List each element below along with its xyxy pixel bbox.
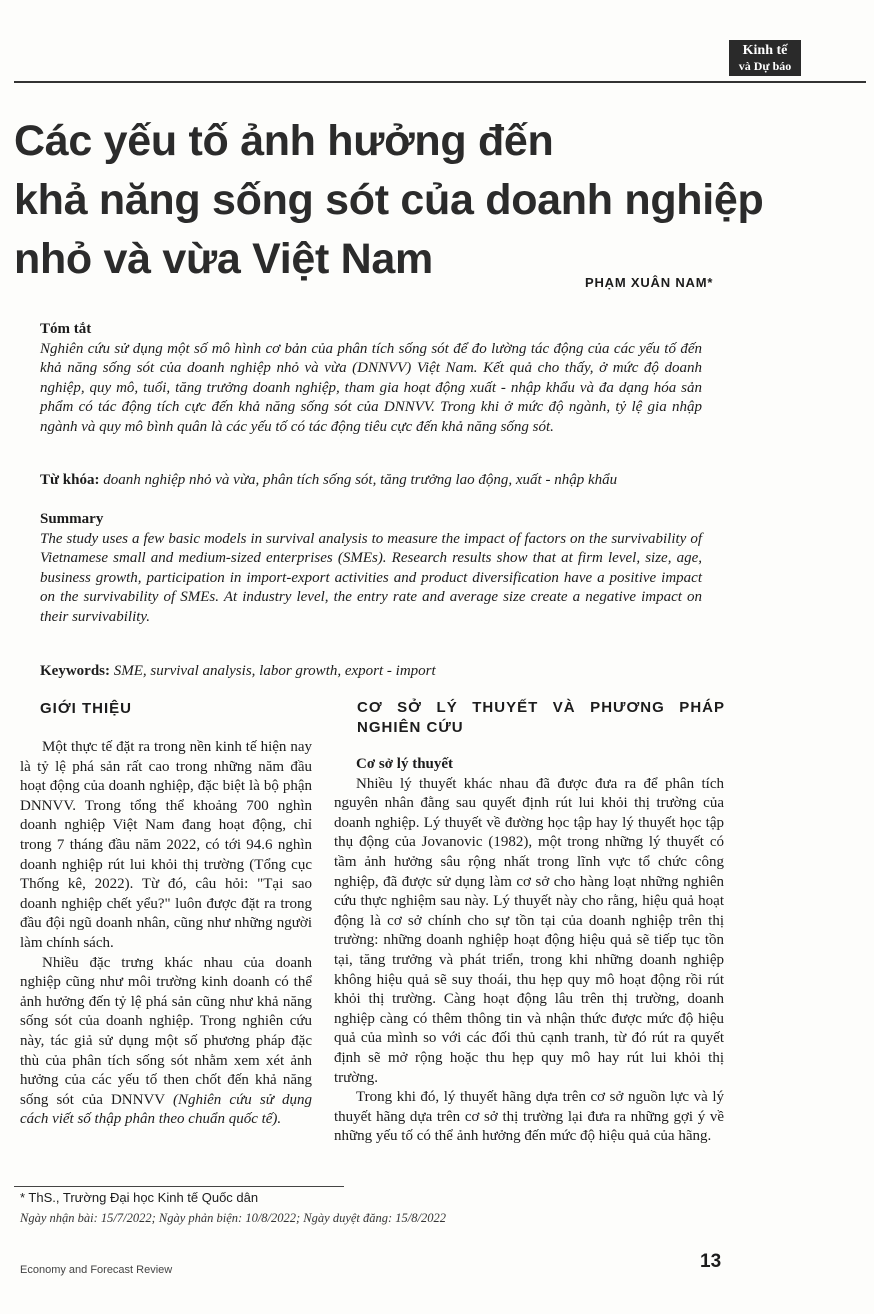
logo-line1: Kinh tế [742, 43, 788, 58]
theory-paragraph-1: Nhiều lý thuyết khác nhau đã được đưa ra để phân tích nguyên nhân đằng sau quyết định rút lui khỏi thị trường của doanh nghiệp. Lý thuyết về đường học tập hay lý thuyết học tập thụ động của Jovanovic (1982), một trong những lý thuyết có tầm ảnh hưởng sâu rộng nhất trong lĩnh vực tổ chức công nghiệp, đã được sử dụng làm cơ sở cho hàng loạt những nghiên cứu thực nghiệm sau này. Lý thuyết này cho rằng, hiệu quả hoạt động là cơ sở chính cho sự tồn tại của doanh nghiệp trên thị trường: những doanh nghiệp hoạt động hiệu quả sẽ tiếp tục tồn tại, tăng trưởng và phát triển, trong khi những doanh nghiệp không hiệu quả sẽ suy thoái, thu hẹp quy mô hoạt động rồi rút khỏi thị trường. Càng hoạt động lâu trên thị trường, doanh nghiệp càng có thêm thông tin và nhận thức được mức độ hiệu quả của mình so với các đối thủ cạnh tranh, từ đó rút ra quyết định sẽ mở rộng hoặc thu hẹp quy mô hay rút lui khỏi thị trường. [334, 775, 724, 1086]
abstract-en-text: The study uses a few basic models in survival analysis to measure the impact of factors on the survivability of Vietnamese small and medium-sized enterprises (SMEs). Research results show that at firm level, size, age, business growth, participation in import-export activities and product diversification have a positive impact on the survivability of SMEs. At industry level, the entry rate and average size create a negative impact on their survivability. [40, 530, 702, 625]
theory-body [334, 755, 724, 1147]
author-name: PHẠM XUÂN NAM* [585, 275, 714, 290]
title-line-1: Các yếu tố ảnh hưởng đến [14, 117, 554, 165]
header-rule [14, 81, 866, 83]
article-title [14, 112, 764, 289]
keywords-vi-value: doanh nghiệp nhỏ và vừa, phân tích sống sót, tăng trưởng lao động, xuất - nhập khẩu [103, 472, 618, 488]
keywords-en-label: Keywords: [40, 663, 110, 679]
footnote-affiliation: * ThS., Trường Đại học Kinh tế Quốc dân [20, 1190, 259, 1205]
theory-subheading: Cơ sở lý thuyết [356, 756, 454, 772]
intro-heading: GIỚI THIỆU [40, 700, 132, 717]
abstract-vi-heading: Tóm tắt [40, 321, 92, 337]
theory-heading-line-1: CƠ SỞ LÝ THUYẾT VÀ PHƯƠNG PHÁP [357, 699, 725, 716]
intro-body [20, 738, 312, 1130]
keywords-en [40, 661, 702, 681]
journal-logo [729, 40, 801, 76]
abstract-en [40, 510, 702, 628]
keywords-vi-label: Từ khóa: [40, 472, 100, 488]
abstract-vi-text: Nghiên cứu sử dụng một số mô hình cơ bản của phân tích sống sót để đo lường tác động của các yếu tố đến khả năng sống sót của doanh nghiệp nhỏ và vừa (DNNVV) Việt Nam. Kết quả cho thấy, ở mức độ doanh nghiệp, quy mô, tuổi, tăng trưởng doanh nghiệp, tham gia hoạt động xuất - nhập khẩu và đa dạng hóa sản phẩm có tác động tích cực đến khả năng sống sót của DNNVV. Trong khi ở mức độ ngành, tỷ lệ gia nhập ngành và quy mô bình quân là các yếu tố có tác động tiêu cực đến khả năng sống sót. [40, 340, 702, 435]
intro-paragraph-2-note: (Nghiên cứu sử dụng cách viết số thập phân theo chuẩn quốc tế). [20, 1091, 312, 1128]
theory-heading [357, 698, 725, 738]
title-line-2: khả năng sống sót của doanh nghiệp [14, 176, 764, 224]
title-line-3: nhỏ và vừa Việt Nam [14, 235, 433, 283]
keywords-vi [40, 470, 702, 490]
page-number: 13 [700, 1251, 722, 1272]
journal-name: Economy and Forecast Review [20, 1264, 173, 1276]
logo-line2: và Dự báo [738, 59, 792, 73]
abstract-vi [40, 320, 702, 438]
intro-paragraph-2 [20, 954, 312, 1130]
intro-paragraph-2-text: Nhiều đặc trưng khác nhau của doanh nghiệp cũng như môi trường kinh doanh có thể ảnh hưởng đến tỷ lệ phá sản cũng như khả năng sống sót của doanh nghiệp. Trong nghiên cứu này, tác giả sử dụng một số phương pháp đặc thù của phân tích sống sót nhằm xem xét ảnh hưởng của các yếu tố then chốt đến khả năng sống sót của DNNVV [20, 954, 312, 1108]
theory-heading-line-2: NGHIÊN CỨU [357, 719, 464, 736]
footnote-rule [14, 1186, 344, 1187]
abstract-en-heading: Summary [40, 511, 104, 527]
footnote-dates: Ngày nhận bài: 15/7/2022; Ngày phản biện: 10/8/2022; Ngày duyệt đăng: 15/8/2022 [20, 1211, 446, 1225]
intro-paragraph-1: Một thực tế đặt ra trong nền kinh tế hiện nay là tỷ lệ phá sản rất cao trong những năm đầu hoạt động của doanh nghiệp, đặc biệt là bộ phận DNNVV. Trong tổng thể khoảng 700 nghìn doanh nghiệp Việt Nam đang hoạt động, chỉ trong 7 tháng đầu năm 2022, có tới 94.6 nghìn doanh nghiệp rút lui khỏi thị trường (Tổng cục Thống kê, 2022). Từ đó, câu hỏi: "Tại sao doanh nghiệp chết yểu?" luôn được đặt ra trong đầu đội ngũ doanh nhân, cũng như những người làm chính sách. [20, 739, 312, 951]
keywords-en-value: SME, survival analysis, labor growth, export - import [113, 663, 436, 679]
theory-paragraph-2: Trong khi đó, lý thuyết hãng dựa trên cơ sở nguồn lực và lý thuyết hãng dựa trên cơ sở thị trường lại đưa ra những gợi ý về những yếu tố có thể ảnh hưởng đến mức độ hiệu quả của hãng. [334, 1089, 724, 1145]
